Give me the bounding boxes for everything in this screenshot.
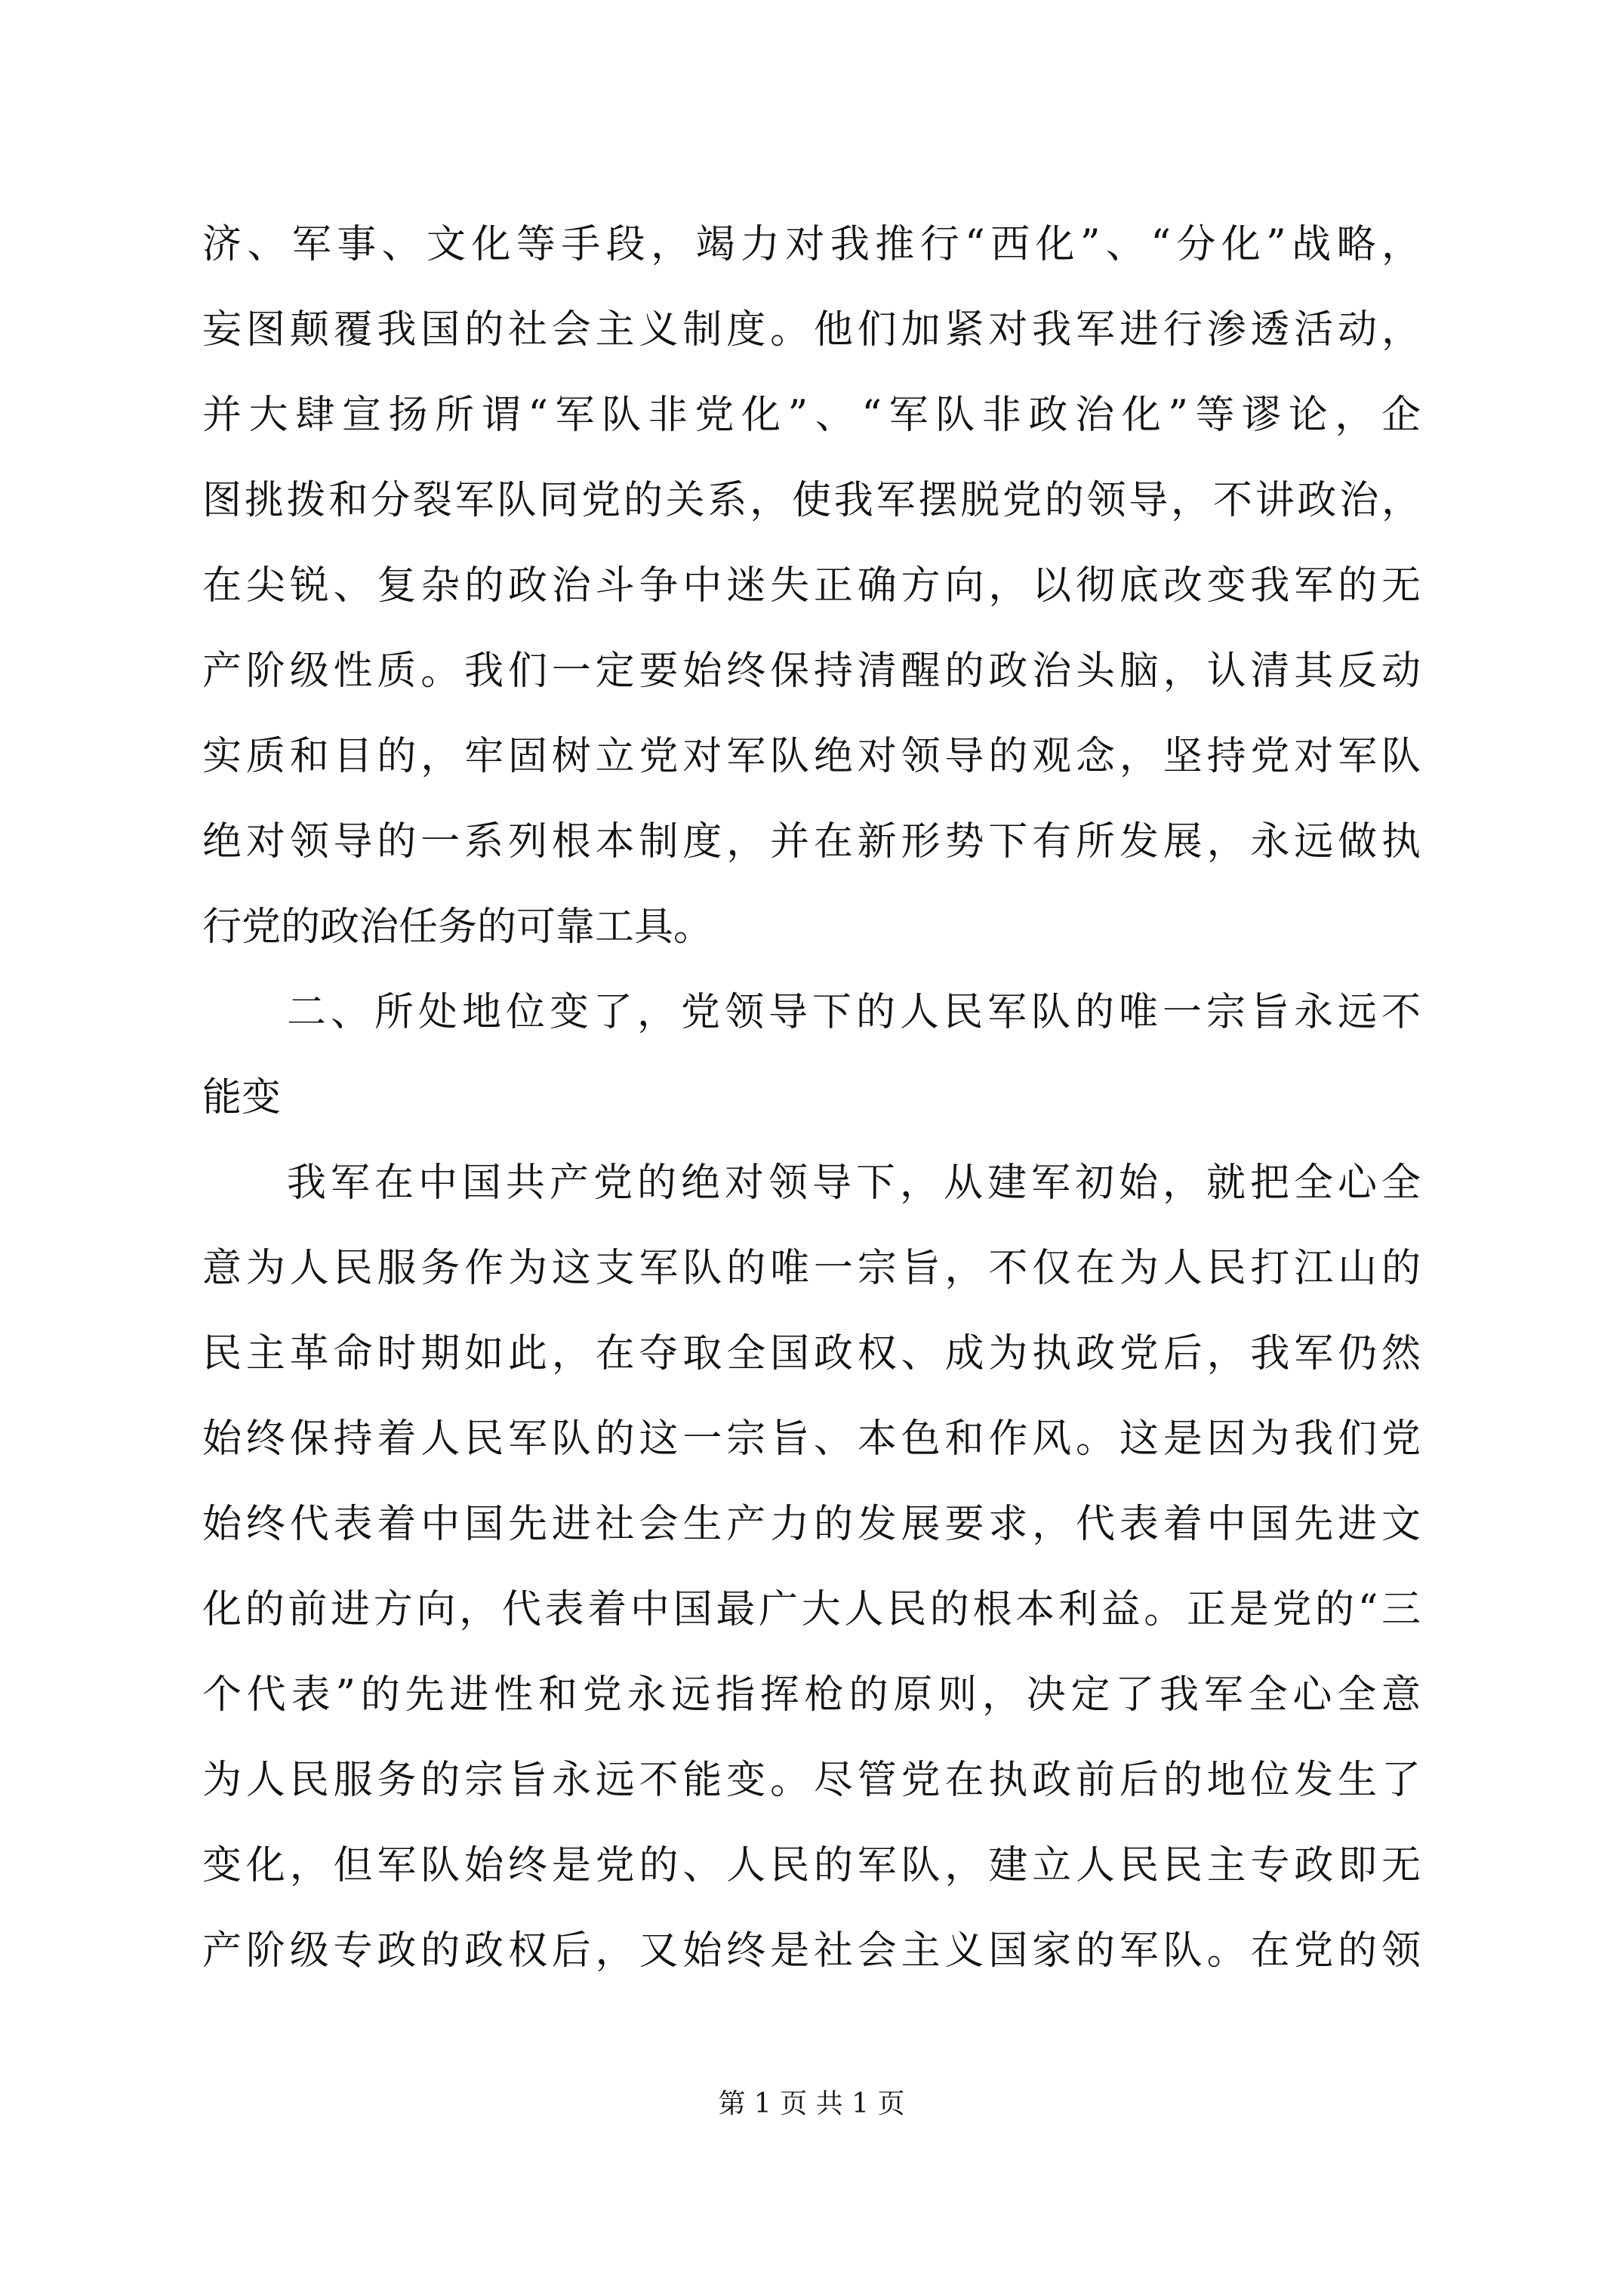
text-line: 二、所处地位变了，党领导下的人民军队的唯一宗旨永远不: [287, 990, 1421, 1035]
paragraph-1: [202, 202, 1421, 970]
text-line: 个代表”的先进性和党永远指挥枪的原则，决定了我军全心全意: [202, 1672, 1421, 1718]
text-line: 图挑拨和分裂军队同党的关系，使我军摆脱党的领导，不讲政治，: [202, 478, 1421, 523]
text-line: 化的前进方向，代表着中国最广大人民的根本利益。正是党的“三: [202, 1587, 1421, 1632]
text-line: 变化，但军队始终是党的、人民的军队，建立人民民主专政即无: [202, 1843, 1421, 1888]
text-line: 我军在中国共产党的绝对领导下，从建军初始，就把全心全: [287, 1160, 1421, 1206]
text-line: 意为人民服务作为这支军队的唯一宗旨，不仅在为人民打江山的: [202, 1246, 1421, 1291]
text-line: 妄图颠覆我国的社会主义制度。他们加紧对我军进行渗透活动，: [202, 307, 1421, 353]
text-line: 绝对领导的一系列根本制度，并在新形势下有所发展，永远做执: [202, 819, 1421, 864]
text-line: 行党的政治任务的可靠工具。: [202, 905, 713, 950]
section-heading: [202, 970, 1421, 1141]
text-line: 在尖锐、复杂的政治斗争中迷失正确方向，以彻底改变我军的无: [202, 563, 1421, 609]
text-line: 济、军事、文化等手段，竭力对我推行“西化”、“分化”战略，: [202, 222, 1421, 267]
text-line: 始终代表着中国先进社会生产力的发展要求，代表着中国先进文: [202, 1502, 1421, 1547]
text-line: 产阶级专政的政权后，又始终是社会主义国家的军队。在党的领: [202, 1928, 1421, 1974]
paragraph-3: [202, 1141, 1421, 1994]
text-line: 实质和目的，牢固树立党对军队绝对领导的观念，坚持党对军队: [202, 734, 1421, 779]
text-line: 产阶级性质。我们一定要始终保持清醒的政治头脑，认清其反动: [202, 649, 1421, 694]
text-line: 能变: [202, 1075, 282, 1120]
text-line: 为人民服务的宗旨永远不能变。尽管党在执政前后的地位发生了: [202, 1758, 1421, 1803]
document-body: [202, 202, 1421, 1994]
text-line: 民主革命时期如此，在夺取全国政权、成为执政党后，我军仍然: [202, 1331, 1421, 1376]
page-footer: 第 1 页 共 1 页: [718, 2088, 905, 2119]
text-line: 始终保持着人民军队的这一宗旨、本色和作风。这是因为我们党: [202, 1416, 1421, 1462]
text-line: 并大肆宣扬所谓“军队非党化”、“军队非政治化”等谬论，企: [202, 393, 1421, 438]
